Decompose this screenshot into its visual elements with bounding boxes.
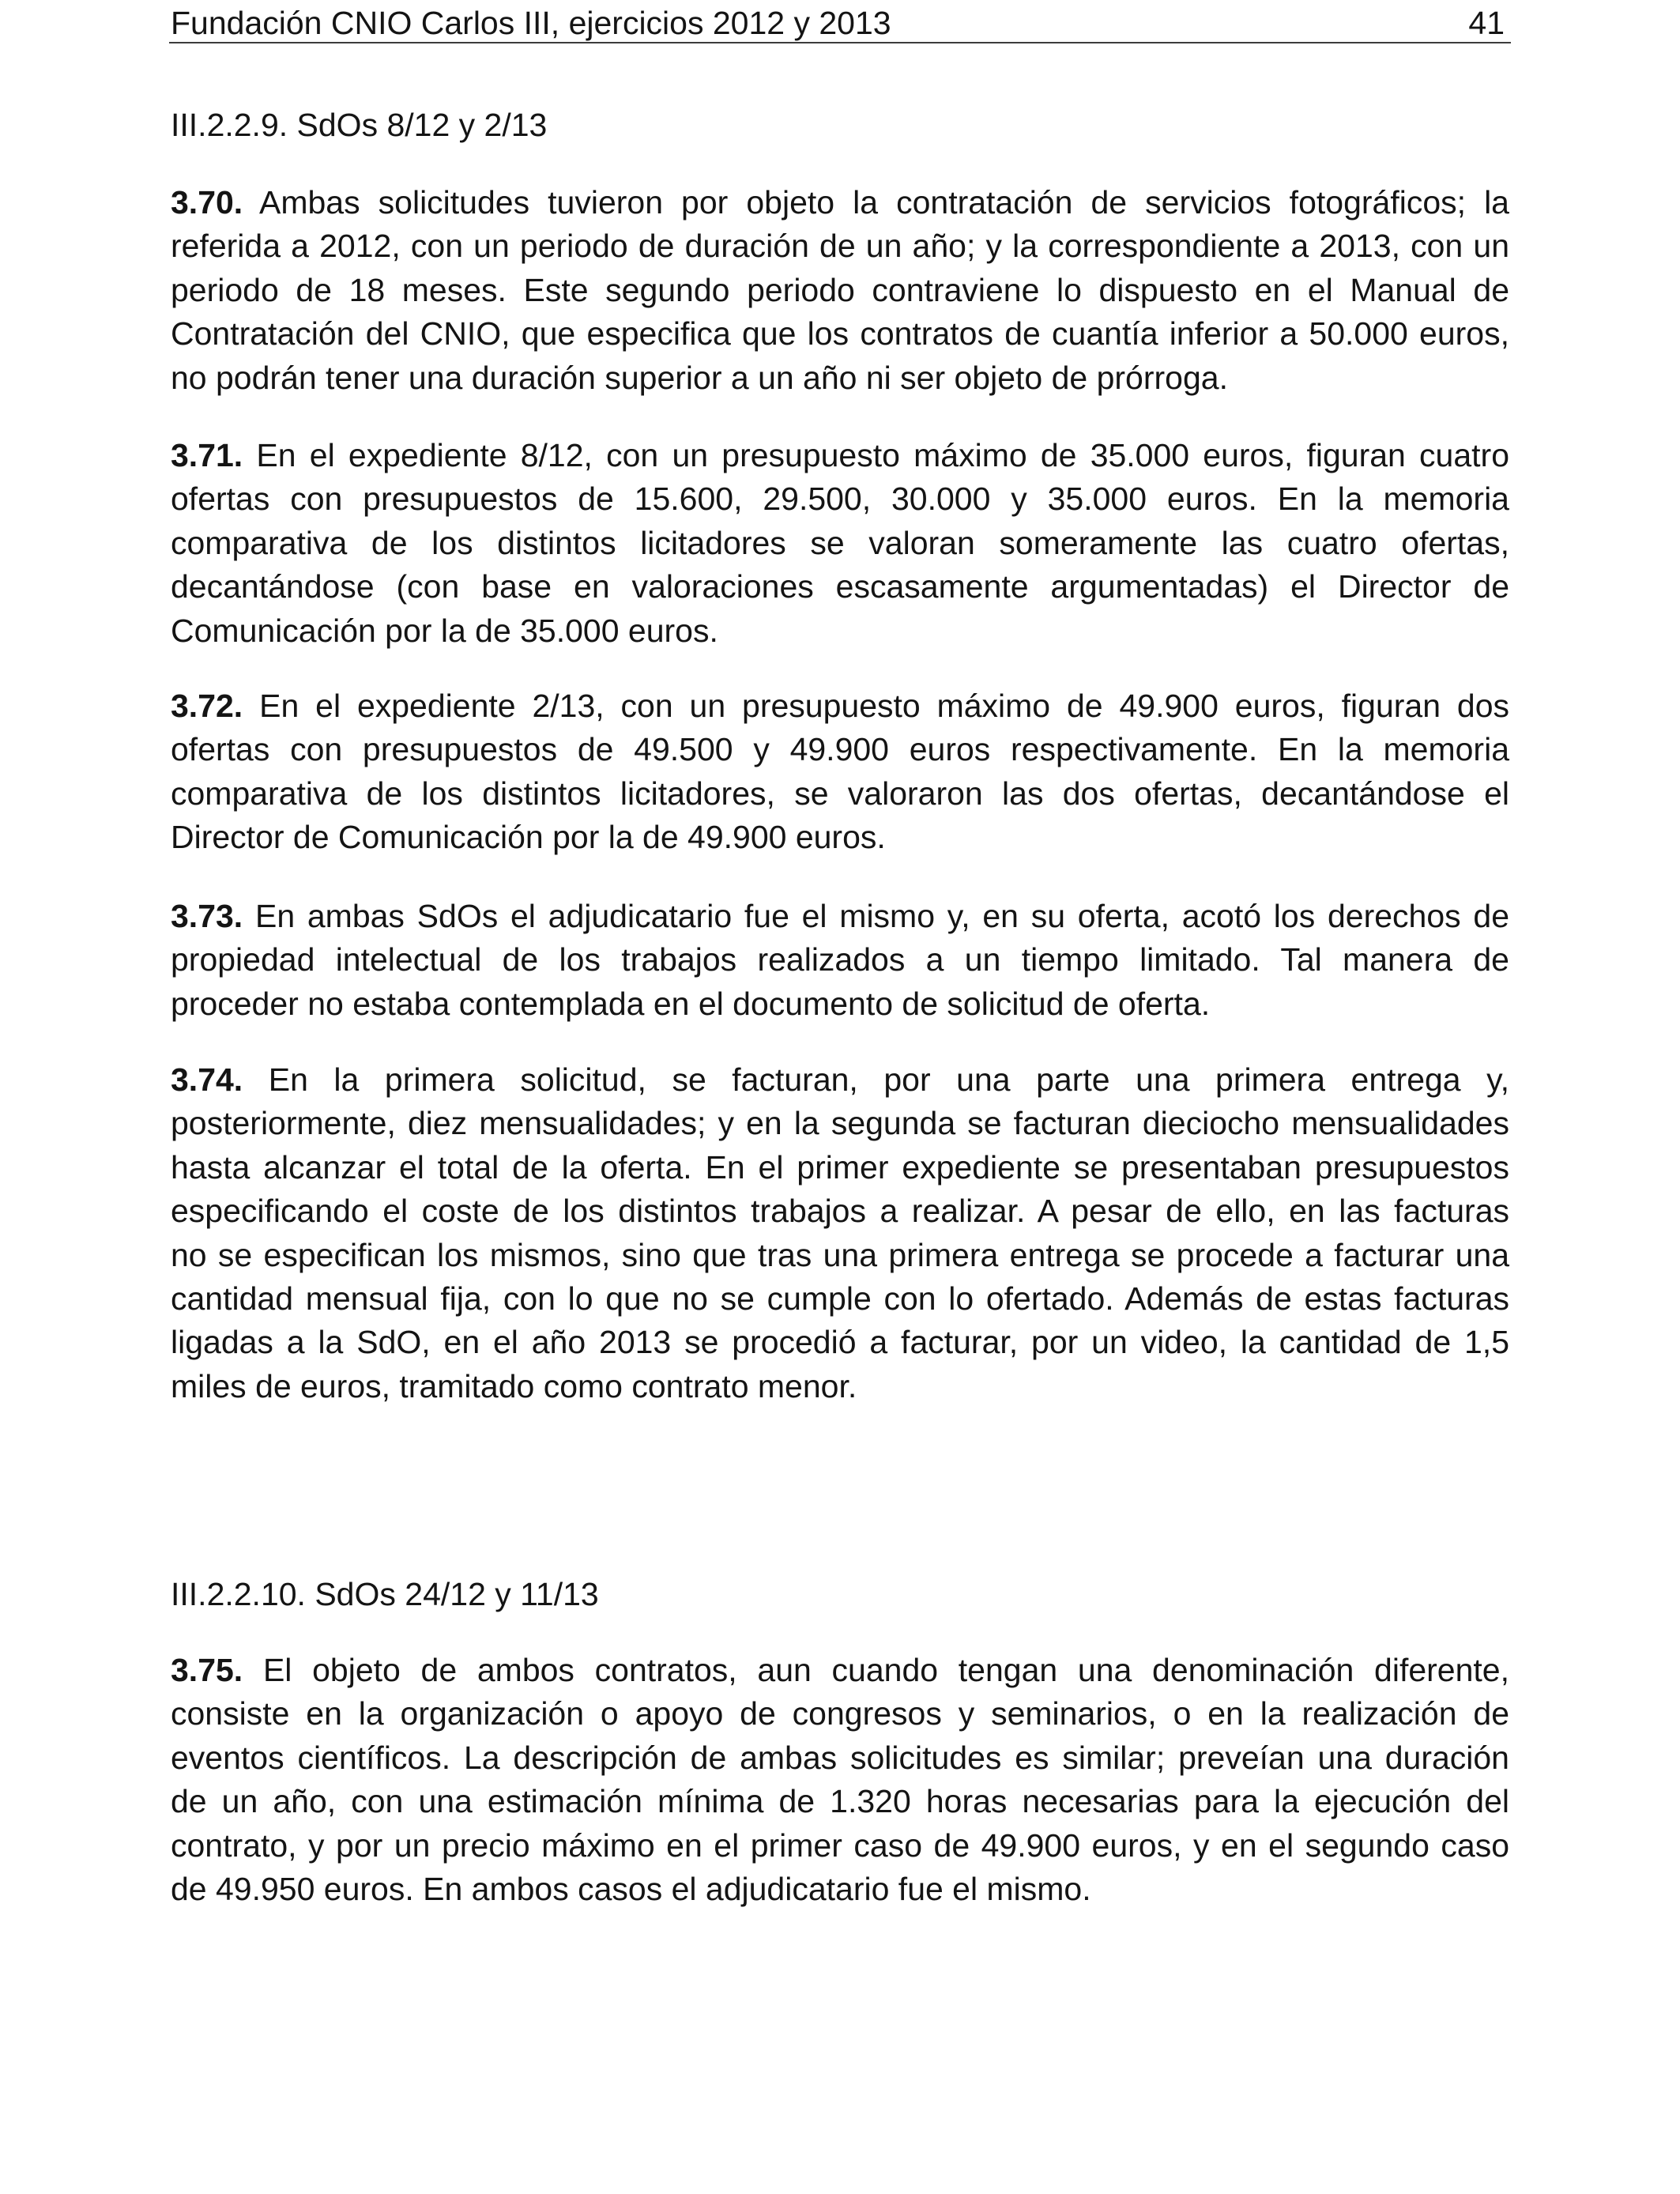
- paragraph-number: 3.73.: [171, 898, 243, 934]
- paragraph-line: ligadas a la SdO, en el año 2013 se procedió a facturar, por un video, la cantidad de 1,5: [171, 1324, 1509, 1361]
- paragraph-line: proceder no estaba contemplada en el documento de solicitud de oferta.: [171, 985, 1211, 1022]
- paragraph-line: [171, 895, 1509, 938]
- paragraph-line: [171, 1649, 1509, 1692]
- paragraph-line-text: En la primera solicitud, se facturan, por una parte una primera entrega y,: [268, 1061, 1509, 1098]
- paragraph-line: consiste en la organización o apoyo de congresos y seminarios, o en la realización de: [171, 1695, 1509, 1732]
- section-heading: III.2.2.10. SdOs 24/12 y 11/13: [171, 1576, 599, 1612]
- paragraph-line: posteriormente, diez mensualidades; y en la segunda se facturan dieciocho mensualidades: [171, 1105, 1509, 1142]
- paragraph-3-72: [171, 684, 1509, 860]
- paragraph-line: decantándose (con base en valoraciones escasamente argumentadas) el Director de: [171, 568, 1509, 605]
- paragraph-3-74: [171, 1058, 1509, 1408]
- paragraph-line: eventos científicos. La descripción de ambas solicitudes es similar; preveían una duración: [171, 1739, 1509, 1776]
- paragraph-line: especificando el coste de los distintos trabajos a realizar. A pesar de ello, en las facturas: [171, 1193, 1509, 1230]
- paragraph-line: miles de euros, tramitado como contrato menor.: [171, 1367, 857, 1404]
- paragraph-3-75: [171, 1649, 1509, 1911]
- paragraph-3-73: [171, 895, 1509, 1026]
- paragraph-line: comparativa de los distintos licitadores, se valoraron las dos ofertas, decantándose el: [171, 775, 1509, 812]
- paragraph-line: [171, 684, 1509, 728]
- paragraph-line: comparativa de los distintos licitadores se valoran someramente las cuatro ofertas,: [171, 524, 1509, 561]
- paragraph-line: hasta alcanzar el total de la oferta. En el primer expediente se presentaban presupuestos: [171, 1148, 1509, 1186]
- paragraph-line-text: Ambas solicitudes tuvieron por objeto la contratación de servicios fotográficos; la: [259, 184, 1509, 221]
- paragraph-3-70: [171, 181, 1509, 400]
- paragraph-line: ofertas con presupuestos de 15.600, 29.500, 30.000 y 35.000 euros. En la memoria: [171, 481, 1509, 518]
- paragraph-line: Comunicación por la de 35.000 euros.: [171, 612, 718, 649]
- paragraph-line: de 49.950 euros. En ambos casos el adjudicatario fue el mismo.: [171, 1871, 1091, 1908]
- paragraph-line: no podrán tener una duración superior a un año ni ser objeto de prórroga.: [171, 359, 1228, 396]
- paragraph-line-text: En ambas SdOs el adjudicatario fue el mismo y, en su oferta, acotó los derechos de: [254, 898, 1509, 934]
- paragraph-number: 3.72.: [171, 688, 243, 724]
- paragraph-line: referida a 2012, con un periodo de duración de un año; y la correspondiente a 2013, con un: [171, 228, 1509, 265]
- running-header: [171, 2, 1509, 45]
- paragraph-number: 3.75.: [171, 1652, 243, 1688]
- paragraph-line-text: En el expediente 8/12, con un presupuesto máximo de 35.000 euros, figuran cuatro: [256, 437, 1509, 473]
- paragraph-line: ofertas con presupuestos de 49.500 y 49.900 euros respectivamente. En la memoria: [171, 731, 1509, 768]
- paragraph-line: [171, 434, 1509, 477]
- paragraph-line: de un año, con una estimación mínima de 1.320 horas necesarias para la ejecución del: [171, 1783, 1509, 1820]
- paragraph-line: periodo de 18 meses. Este segundo periodo contraviene lo dispuesto en el Manual de: [171, 271, 1509, 308]
- paragraph-line-text: En el expediente 2/13, con un presupuesto máximo de 49.900 euros, figuran dos: [259, 688, 1509, 724]
- paragraph-line: Director de Comunicación por la de 49.900 euros.: [171, 819, 886, 856]
- paragraph-line: propiedad intelectual de los trabajos realizados a un tiempo limitado. Tal manera de: [171, 941, 1509, 978]
- section-heading: III.2.2.9. SdOs 8/12 y 2/13: [171, 107, 548, 143]
- paragraph-number: 3.74.: [171, 1061, 243, 1098]
- paragraph-line: Contratación del CNIO, que especifica que los contratos de cuantía inferior a 50.000 euros,: [171, 315, 1509, 352]
- paragraph-line-text: El objeto de ambos contratos, aun cuando tengan una denominación diferente,: [262, 1652, 1509, 1688]
- paragraph-line: [171, 1058, 1509, 1102]
- header-rule: [169, 42, 1511, 43]
- paragraph-line: cantidad mensual fija, con lo que no se cumple con lo ofertado. Además de estas facturas: [171, 1280, 1509, 1318]
- header-title: Fundación CNIO Carlos III, ejercicios 2012 y 2013: [171, 5, 891, 41]
- paragraph-3-71: [171, 434, 1509, 653]
- paragraph-line: contrato, y por un precio máximo en el primer caso de 49.900 euros, y en el segundo caso: [171, 1826, 1509, 1864]
- page-number: 41: [1468, 5, 1505, 41]
- paragraph-line: no se especifican los mismos, sino que tras una primera entrega se procede a facturar una: [171, 1236, 1509, 1273]
- paragraph-number: 3.71.: [171, 437, 243, 473]
- paragraph-number: 3.70.: [171, 184, 243, 221]
- paragraph-line: [171, 181, 1509, 224]
